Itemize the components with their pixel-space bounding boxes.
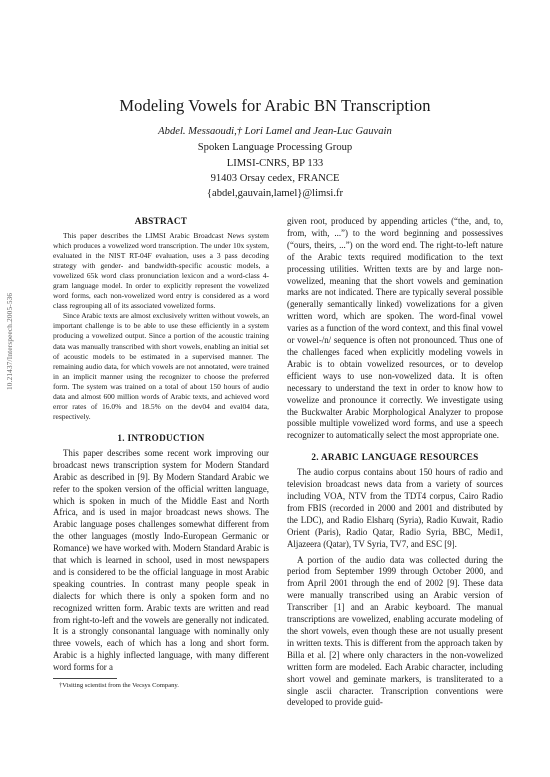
- doi-sidebar: 10.21437/Interspeech.2005-536: [6, 292, 14, 390]
- affiliation-city: 91403 Orsay cedex, FRANCE: [210, 173, 340, 184]
- body-paragraph: given root, produced by appending articles (“the, and, to, from, with, ...”) to the word beginning and possessives (“ours, theirs, ...”) on the word end. The right-to-left nature of the Arabic texts required modification to the text processing utilities. Written texts are by and large non-vowelized, meaning that the short vowels and gemination marks are not indicated. There are typically several possible (generally semantically linked) vowelizations for a given written word, which are spoken. The word-final vowel varies as a function of the word context, and this final vowel or vowel-/n/ sequence is often not pronounced. Thus one of the challenges faced when explicitly modeling vowels in Arabic is to obtain vowelized resources, or to develop efficient ways to use non-vowelized data. It is often necessary to understand the text in order to know how to vowelize and pronounce it correctly. We investigate using the Buckwalter Arabic Morphological Analyzer to propose possible multiple vowelized word forms, and use a speech recognizer to automatically select the most appropriate one.: [287, 216, 503, 441]
- intro-continuation: [287, 216, 503, 442]
- footnote: †Visiting scientist from the Vecsys Company.: [59, 682, 179, 690]
- intro-heading: 1. INTRODUCTION: [117, 432, 205, 443]
- abstract-paragraph: Since Arabic texts are almost exclusively written without vowels, an important challenge is to be able to use these efficiently in a system producing a vowelized output. Since a portion of the acoustic training data was manually transcribed with short vowels, enabling an initial set of acoustic models to be estimated in a supervised manner. The remaining audio data, for which vowels are not annotated, were trained in an implicit manner using the recognizer to choose the preferred form. The system was trained on a total of about 150 hours of audio data and almost 600 million words of Arabic texts, and achieved word error rates of 16.0% and 18.5% on the dev04 and eval04 data, respectively.: [53, 311, 269, 421]
- resources-section: [287, 467, 503, 709]
- abstract-paragraph: This paper describes the LIMSI Arabic Broadcast News system which produces a vowelized word transcription. The under 10x system, evaluated in the NIST RT-04F evaluation, uses a 3 pass decoding strategy with gender- and bandwidth-specific acoustic models, a vowelized 65k word class pronunciation lexicon and a word-class 4-gram language model. In order to explicitly represent the vowelized word forms, each non-vowelized word entry is considered as a word class regrouping all of its associated vowelized forms.: [53, 231, 269, 311]
- resources-heading: 2. ARABIC LANGUAGE RESOURCES: [311, 452, 479, 463]
- left-column: [53, 216, 269, 690]
- affiliation-group: Spoken Language Processing Group: [197, 142, 353, 153]
- paper-title: Modeling Vowels for Arabic BN Transcription: [119, 96, 431, 115]
- footnote-area: [53, 678, 269, 690]
- intro-section: [53, 448, 269, 674]
- footnote-rule: [53, 678, 117, 679]
- affiliation-email: {abdel,gauvain,lamel}@limsi.fr: [206, 188, 344, 199]
- abstract-section: [53, 231, 269, 422]
- abstract-heading: ABSTRACT: [134, 216, 188, 226]
- affiliation-lab: LIMSI-CNRS, BP 133: [226, 158, 324, 169]
- right-column: [287, 216, 503, 709]
- intro-paragraph: This paper describes some recent work improving our broadcast news transcription system for Modern Standard Arabic as described in [9]. By Modern Standard Arabic we refer to the spoken version of the official written language, which is spoken in much of the Middle East and North Africa, and is used in major broadcast news shows. The Arabic language poses challenges somewhat different from the other languages (mostly Indo-European Germanic or Romance) we have worked with. Modern Standard Arabic is that which is learned in school, used in most newspapers and is considered to be the official language in most Arabic speaking countries. In contrast many people speak in dialects for which there is only a spoken form and no recognized written form. Arabic texts are written and read from right-to-left and the vowels are generally not indicated. It is a strongly consonantal language with nominally only three vowels, each of which has a long and short form. Arabic is a highly inflected language, with many different word forms for a: [53, 447, 269, 673]
- body-paragraph: A portion of the audio data was collected during the period from September 1999 through October 2000, and from April 2001 through the end of 2002 [9]. These data were manually transcribed using an Arabic version of Transcriber [1] and an Arabic keyboard. The manual transcriptions are vowelized, enabling accurate modeling of the short vowels, even though these are not usually present in written texts. This is different from the approach taken by Billa et al. [2] where only characters in the non-vowelized written form are modeled. Each Arabic character, including short vowel and geminate markers, is transliterated to a single ascii character. Transcription conventions were developed to provide guid-: [287, 554, 503, 708]
- author-list: Abdel. Messaoudi,† Lori Lamel and Jean-Luc Gauvain: [158, 126, 392, 137]
- body-paragraph: The audio corpus contains about 150 hours of radio and television broadcast news data from a variety of sources including VOA, NTV from the TDT4 corpus, Cairo Radio from FBIS (recorded in 2000 and 2001 and distributed by the LDC), and Radio Elsharq (Syria), Radio Kuwait, Radio Orient (Paris), Radio Qatar, Radio Syria, BBC, Medi1, Aljazeera (Qatar), TV Syria, TV7, and ESC [9].: [287, 467, 503, 549]
